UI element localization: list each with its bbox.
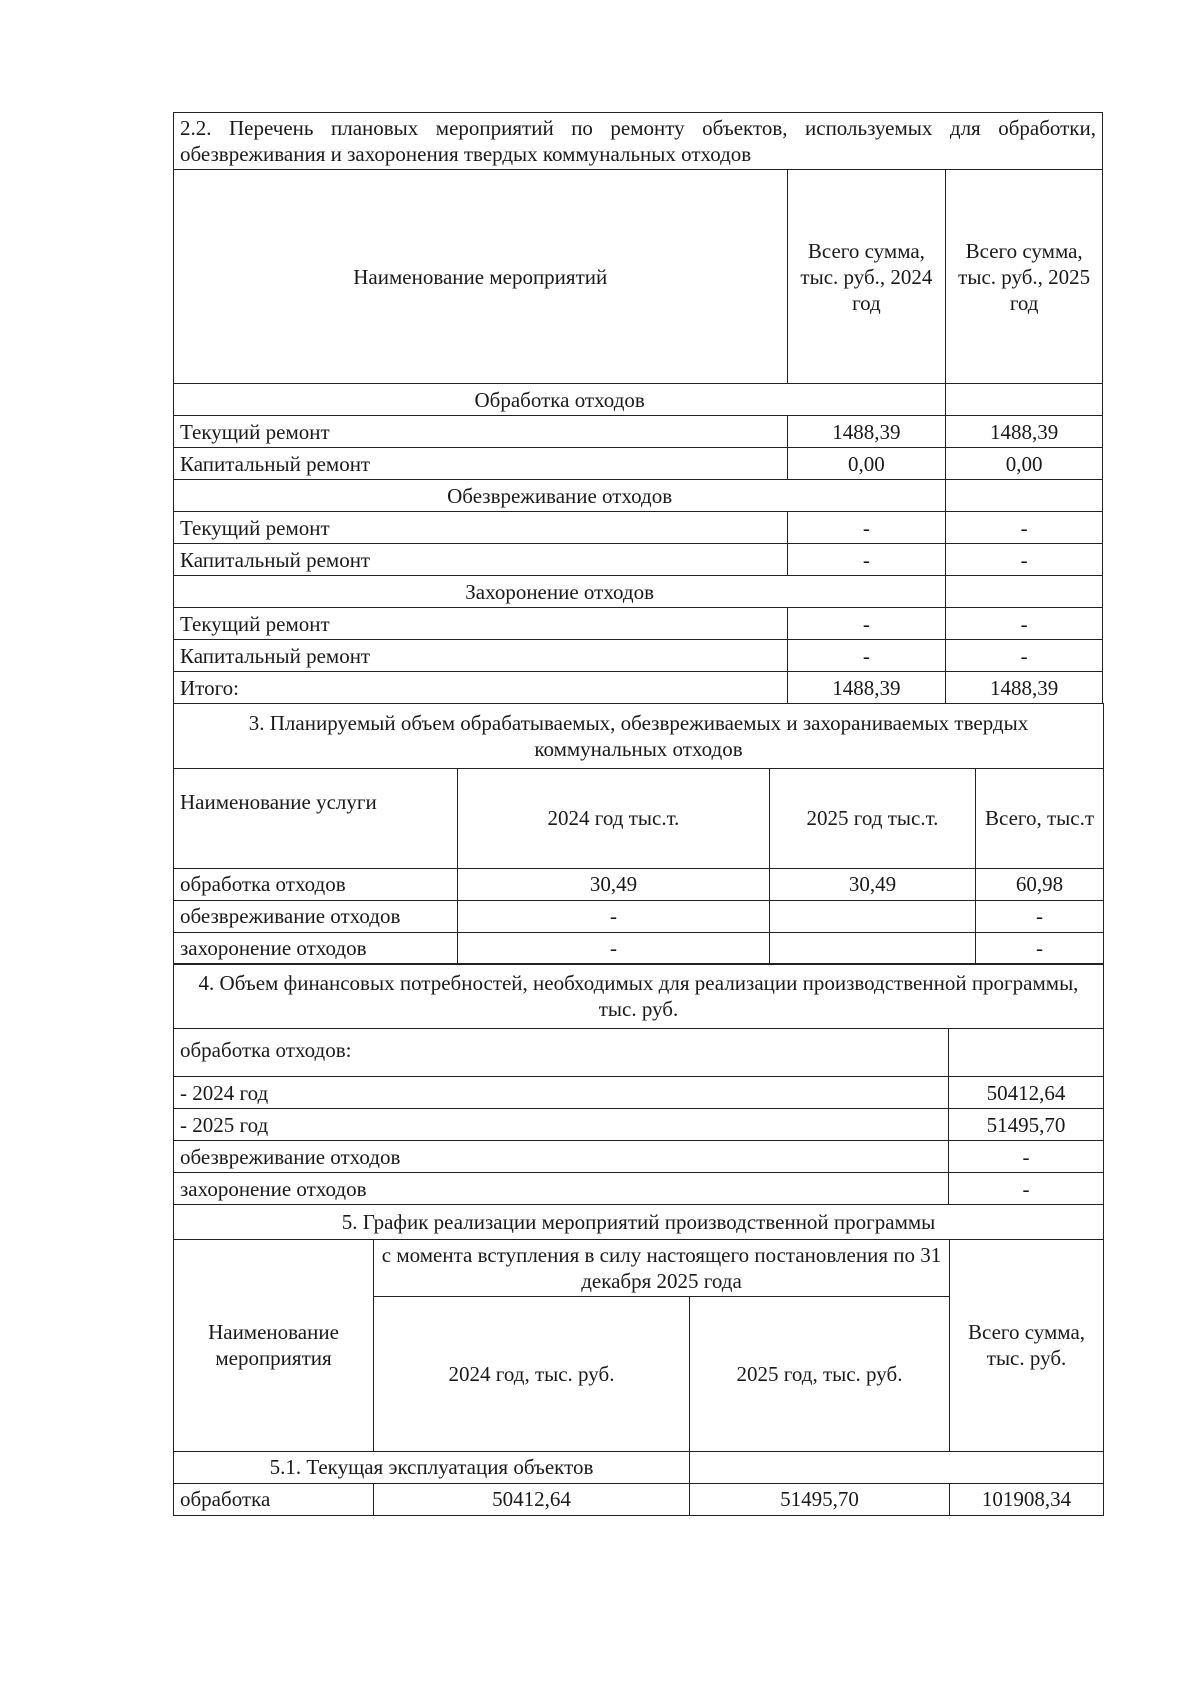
document-page bbox=[173, 112, 1103, 1516]
row-value-2025: - bbox=[946, 640, 1103, 672]
row-name: Капитальный ремонт bbox=[174, 640, 788, 672]
row-name: Капитальный ремонт bbox=[174, 448, 788, 480]
row-value-2024: 50412,64 bbox=[374, 1483, 690, 1515]
empty-cell bbox=[946, 480, 1103, 512]
col-header-total: Всего, тыс.т bbox=[976, 768, 1104, 868]
row-value-2025: 0,00 bbox=[946, 448, 1103, 480]
row-value-total: 101908,34 bbox=[950, 1483, 1104, 1515]
row-value-2024: - bbox=[458, 900, 770, 932]
row-name: Текущий ремонт bbox=[174, 608, 788, 640]
col-header-2024: 2024 год тыс.т. bbox=[458, 768, 770, 868]
col-header-2025: 2025 год, тыс. руб. bbox=[690, 1296, 950, 1451]
row-value-2024: - bbox=[787, 640, 946, 672]
col-header-total: Всего сумма, тыс. руб. bbox=[950, 1239, 1104, 1451]
row-name: обработка bbox=[174, 1483, 374, 1515]
row-value: - bbox=[949, 1173, 1104, 1205]
repair-plan-table bbox=[173, 112, 1103, 704]
row-name: захоронение отходов bbox=[174, 932, 458, 964]
group-title: Обезвреживание отходов bbox=[174, 480, 946, 512]
row-value-total: - bbox=[976, 900, 1104, 932]
row-value-2025 bbox=[770, 932, 976, 964]
row-value bbox=[949, 1029, 1104, 1077]
row-value-2024: - bbox=[787, 512, 946, 544]
row-name: Текущий ремонт bbox=[174, 416, 788, 448]
row-value-total: 60,98 bbox=[976, 868, 1104, 900]
row-name: Текущий ремонт bbox=[174, 512, 788, 544]
col-header-2024: 2024 год, тыс. руб. bbox=[374, 1296, 690, 1451]
row-value-2025: 1488,39 bbox=[946, 416, 1103, 448]
col-header-name: Наименование мероприятия bbox=[174, 1239, 374, 1451]
row-value-2024: - bbox=[787, 544, 946, 576]
empty-cell bbox=[946, 576, 1103, 608]
subsection-title: 5.1. Текущая эксплуатация объектов bbox=[174, 1451, 690, 1483]
row-value-2025: - bbox=[946, 608, 1103, 640]
section-5-title: 5. График реализации мероприятий производственной программы bbox=[174, 1204, 1104, 1239]
section-4-title: 4. Объем финансовых потребностей, необходимых для реализации производственной программы, тыс. руб. bbox=[174, 964, 1104, 1029]
col-header-service: Наименование услуги bbox=[174, 768, 458, 868]
row-value-2024: 0,00 bbox=[787, 448, 946, 480]
row-name: обезвреживание отходов bbox=[174, 900, 458, 932]
row-name: обработка отходов bbox=[174, 868, 458, 900]
row-value-2025: - bbox=[946, 544, 1103, 576]
row-name: - 2025 год bbox=[174, 1109, 949, 1141]
row-value: 51495,70 bbox=[949, 1109, 1104, 1141]
row-name: обезвреживание отходов bbox=[174, 1141, 949, 1173]
row-name: Капитальный ремонт bbox=[174, 544, 788, 576]
total-2024: 1488,39 bbox=[787, 672, 946, 704]
row-name: - 2024 год bbox=[174, 1077, 949, 1109]
row-value-total: - bbox=[976, 932, 1104, 964]
col-header-name: Наименование мероприятий bbox=[174, 170, 788, 384]
col-header-2025: 2025 год тыс.т. bbox=[770, 768, 976, 868]
row-value-2025: 30,49 bbox=[770, 868, 976, 900]
schedule-table bbox=[173, 1204, 1104, 1516]
total-label: Итого: bbox=[174, 672, 788, 704]
row-value-2025: 51495,70 bbox=[690, 1483, 950, 1515]
group-title: Обработка отходов bbox=[174, 384, 946, 416]
row-name: захоронение отходов bbox=[174, 1173, 949, 1205]
row-value-2024: - bbox=[787, 608, 946, 640]
col-header-2024: Всего сумма, тыс. руб., 2024 год bbox=[787, 170, 946, 384]
row-value-2025 bbox=[770, 900, 976, 932]
row-value-2024: 30,49 bbox=[458, 868, 770, 900]
row-value: 50412,64 bbox=[949, 1077, 1104, 1109]
row-value-2025: - bbox=[946, 512, 1103, 544]
section-3-title: 3. Планируемый объем обрабатываемых, обезвреживаемых и захораниваемых твердых коммунальных отходов bbox=[174, 703, 1104, 768]
empty-cell bbox=[690, 1451, 1104, 1483]
financial-needs-table bbox=[173, 963, 1104, 1205]
group-title: Захоронение отходов bbox=[174, 576, 946, 608]
col-header-2025: Всего сумма, тыс. руб., 2025 год bbox=[946, 170, 1103, 384]
row-value: - bbox=[949, 1141, 1104, 1173]
row-name: обработка отходов: bbox=[174, 1029, 949, 1077]
section-2-2-title: 2.2. Перечень плановых мероприятий по ремонту объектов, используемых для обработки, обезвреживания и захоронения твердых коммунальных отходов bbox=[174, 113, 1103, 170]
row-value-2024: - bbox=[458, 932, 770, 964]
empty-cell bbox=[946, 384, 1103, 416]
col-header-period: с момента вступления в силу настоящего постановления по 31 декабря 2025 года bbox=[374, 1239, 950, 1296]
total-2025: 1488,39 bbox=[946, 672, 1103, 704]
waste-volume-table bbox=[173, 703, 1104, 965]
row-value-2024: 1488,39 bbox=[787, 416, 946, 448]
